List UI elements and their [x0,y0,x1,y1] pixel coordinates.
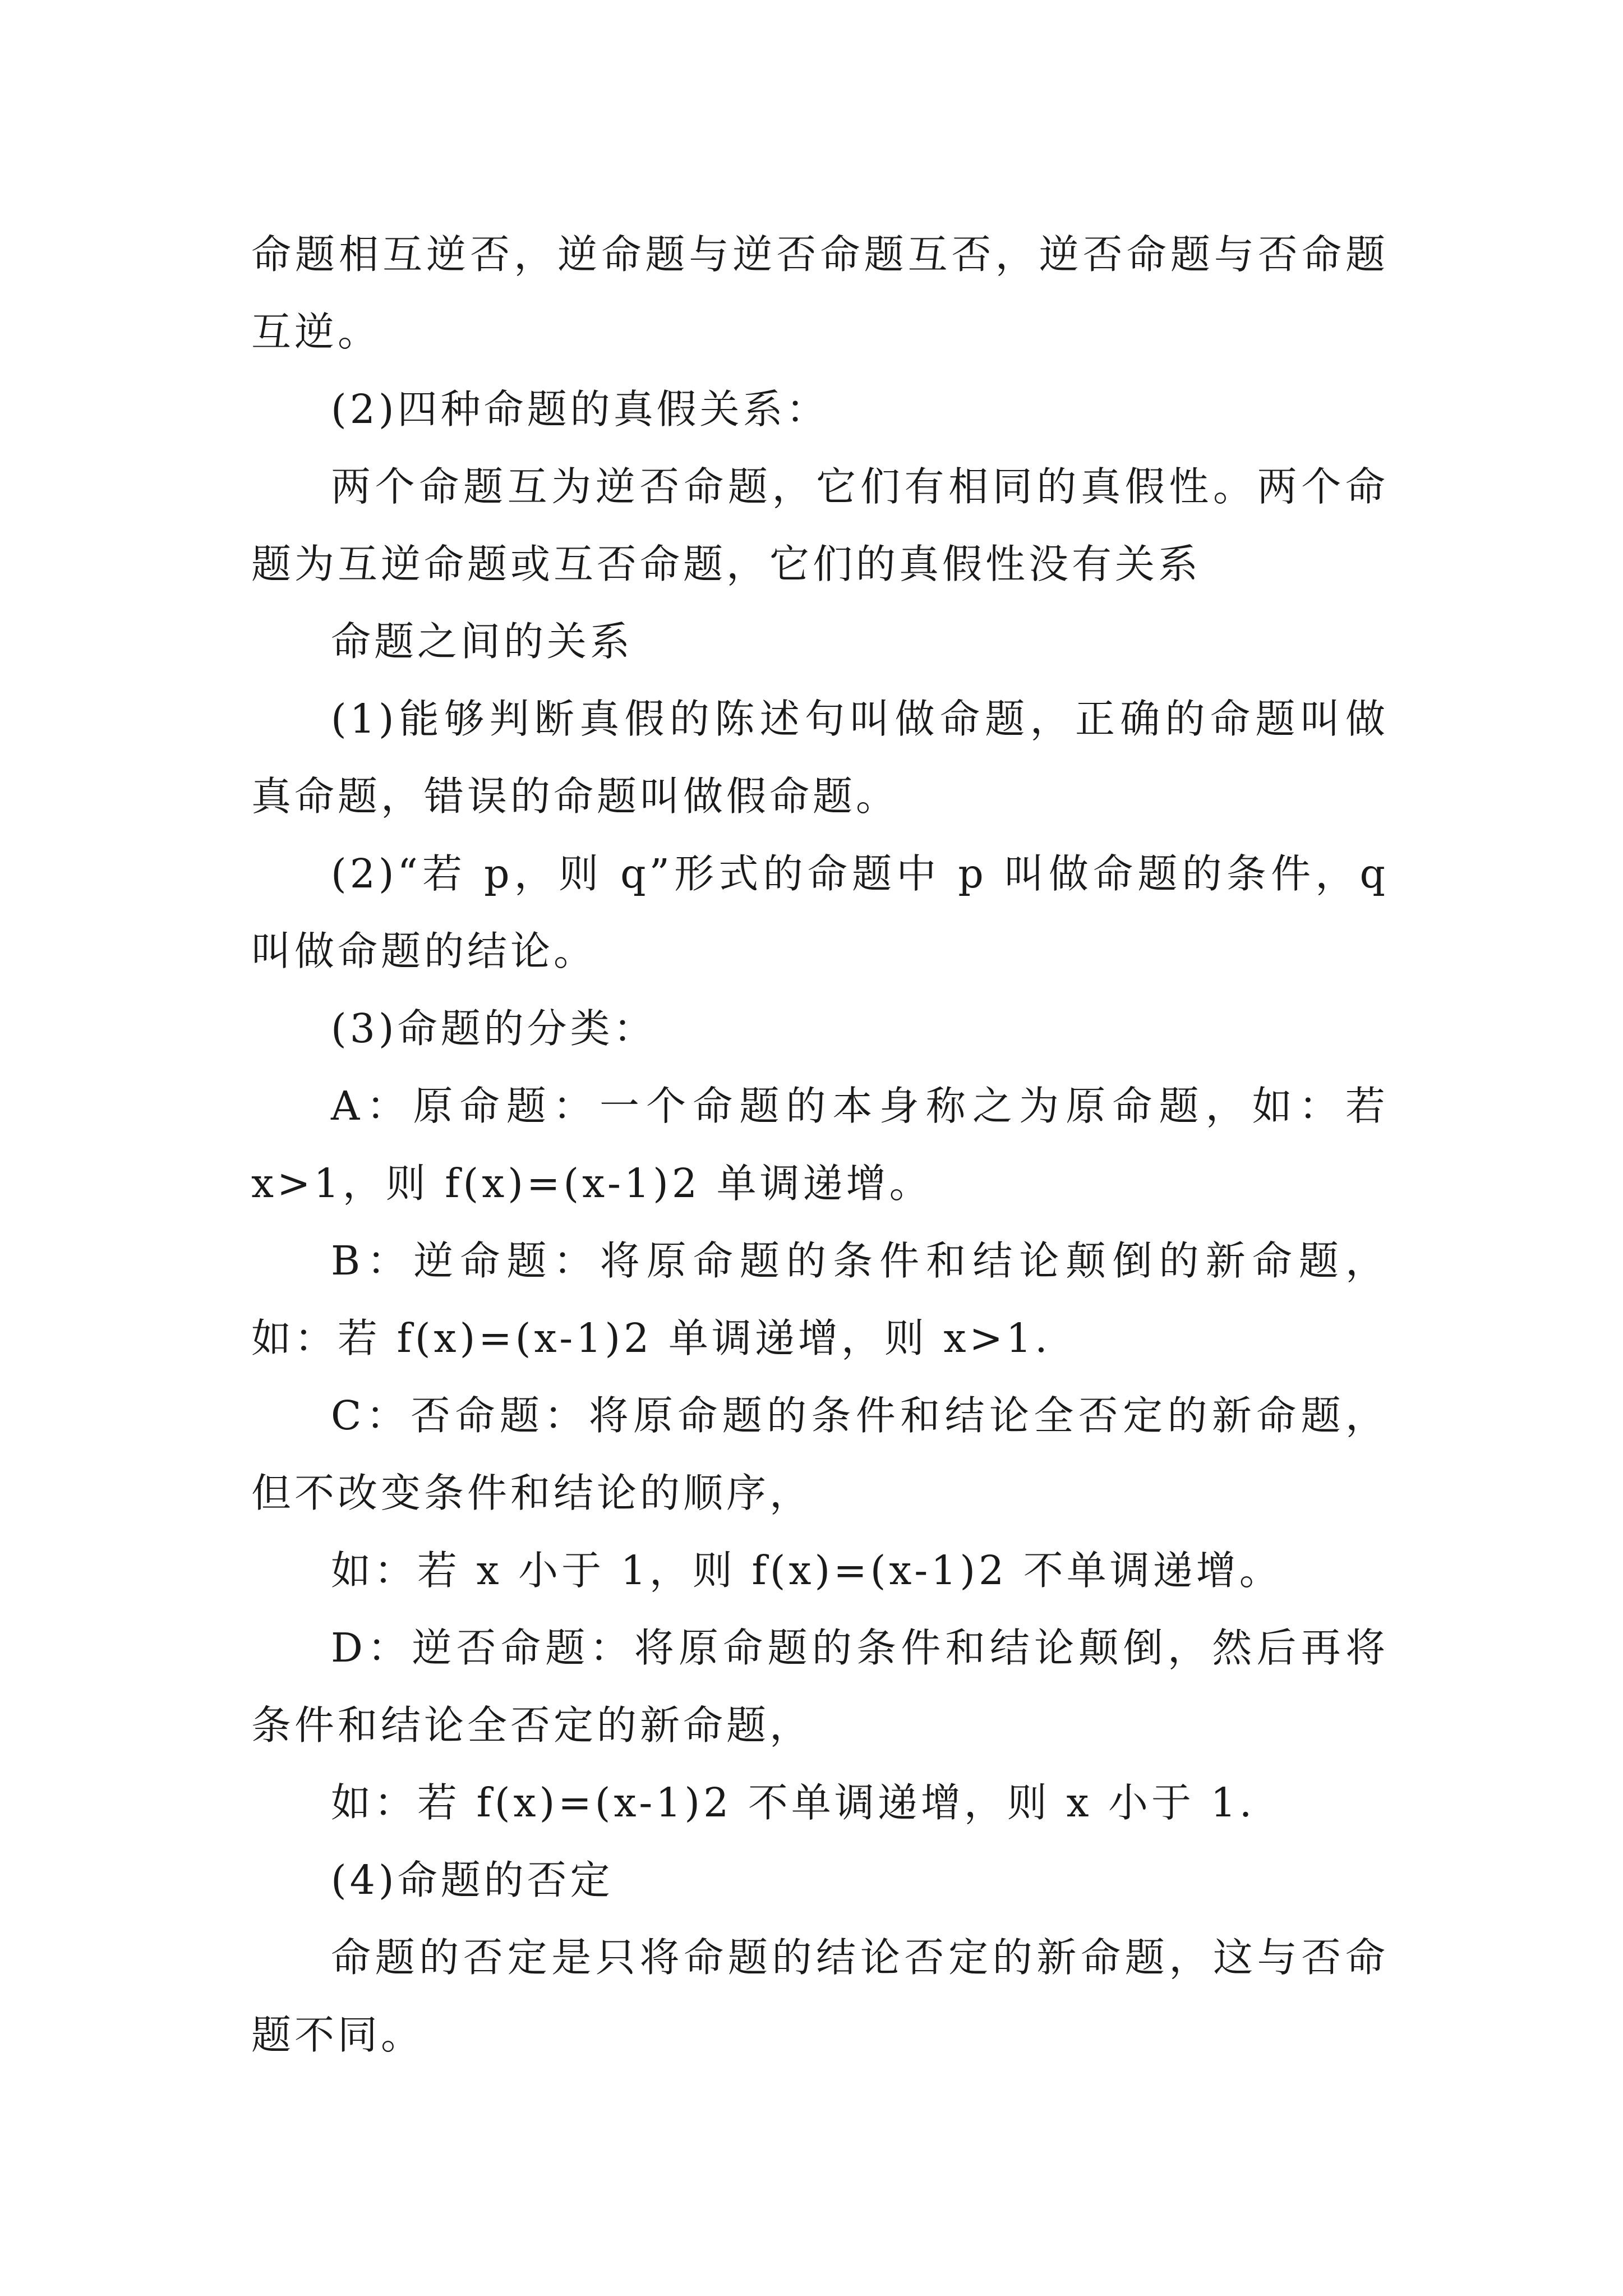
document-body [251,216,1389,2074]
paragraph-13: 如：若 f(x)=(x-1)2 不单调递增，则 x 小于 1. [331,1779,1256,1826]
paragraph-11: 如：若 x 小于 1，则 f(x)=(x-1)2 不单调递增。 [331,1547,1283,1594]
paragraph-9: B：逆命题：将原命题的条件和结论颠倒的新命题，如：若 f(x)=(x-1)2 单调递增，则 x>1. [251,1237,1389,1361]
paragraph-7: (3)命题的分类： [331,1005,657,1052]
paragraph-14: (4)命题的否定 [331,1857,614,1903]
paragraph-12: D：逆否命题：将原命题的条件和结论颠倒，然后再将条件和结论全否定的新命题， [251,1625,1389,1749]
paragraph-6: (2)“若 p，则 q”形式的命题中 p 叫做命题的条件，q 叫做命题的结论。 [251,850,1389,974]
paragraph-15: 命题的否定是只将命题的结论否定的新命题，这与否命题不同。 [251,1934,1389,2058]
paragraph-5: (1)能够判断真假的陈述句叫做命题，正确的命题叫做真命题，错误的命题叫做假命题。 [251,696,1389,820]
paragraph-1: 命题相互逆否，逆命题与逆否命题互否，逆否命题与否命题互逆。 [251,231,1389,355]
paragraph-8: A：原命题：一个命题的本身称之为原命题，如：若 x>1，则 f(x)=(x-1)2 单调递增。 [251,1083,1389,1207]
paragraph-3: 两个命题互为逆否命题，它们有相同的真假性。两个命题为互逆命题或互否命题，它们的真假性没有关系 [251,463,1389,587]
paragraph-10: C：否命题：将原命题的条件和结论全否定的新命题，但不改变条件和结论的顺序， [251,1392,1389,1516]
paragraph-2: (2)四种命题的真假关系： [331,386,829,432]
paragraph-4: 命题之间的关系 [331,618,634,665]
